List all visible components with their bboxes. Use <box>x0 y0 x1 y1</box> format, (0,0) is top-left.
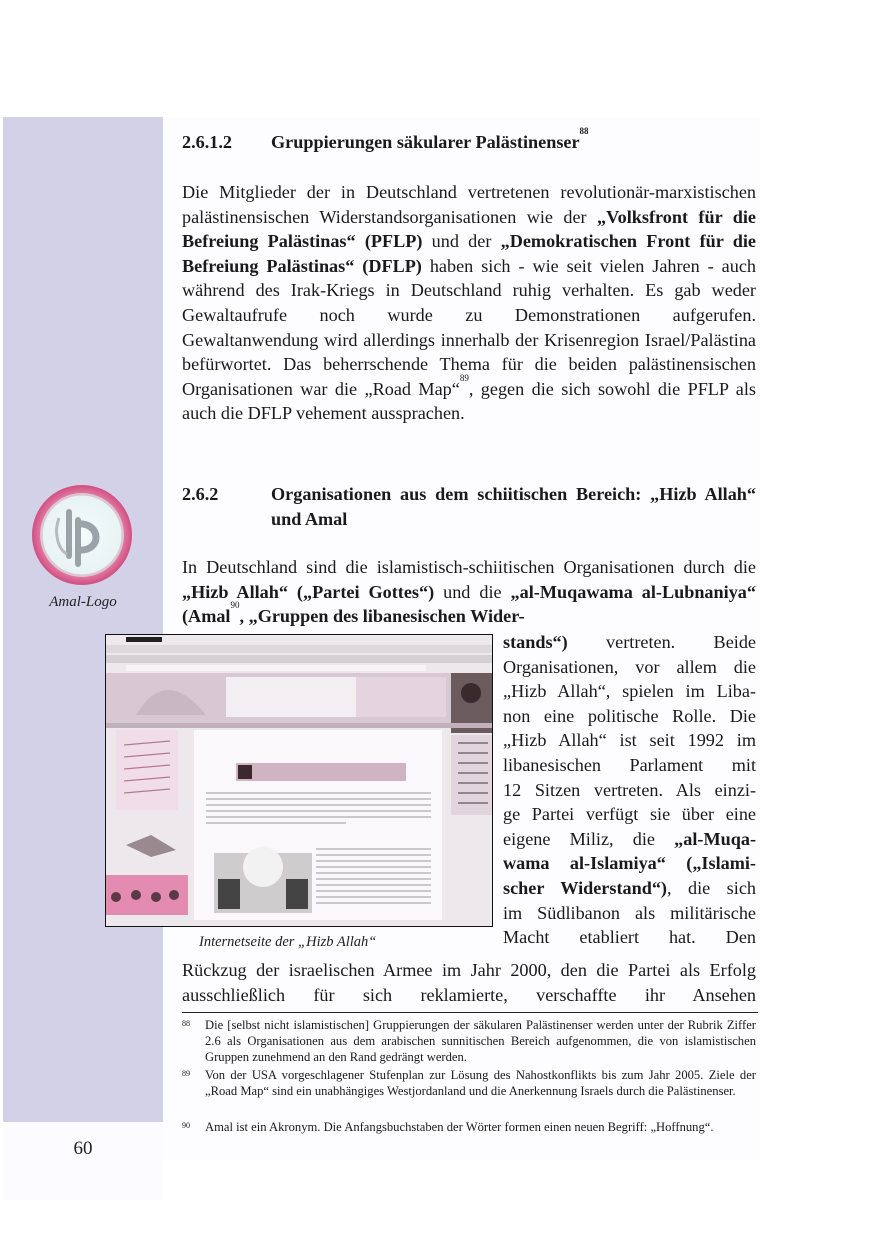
bold-text: scher Widerstand“) <box>503 877 667 898</box>
text-line: Organisationen, vor allem die <box>503 656 756 677</box>
bold-text: „Volksfront für die Befreiung Palästinas“ (PFLP) <box>182 206 757 252</box>
sidebar-margin <box>3 117 163 1122</box>
text: , die sich <box>667 877 756 898</box>
footnote-number: 88 <box>182 1019 190 1028</box>
text-line: Macht etabliert hat. Den <box>503 927 756 948</box>
text: und die <box>434 581 511 602</box>
text-line <box>503 630 756 655</box>
amal-logo-icon <box>31 484 133 586</box>
text-line: 12 Sitzen vertreten. Als einzi- <box>503 779 756 800</box>
footnote-text: Von der USA vorgeschlagener Stufenplan zur Lösung des Nahostkonflikts bis zum Jahr 2005. Ziele der „Road Map“ sind ein unabhängiges Westjordanland und die Anerkennung Israels durch die Palästinenser. <box>205 1068 756 1099</box>
footnote-90 <box>182 1119 756 1135</box>
footnote-text: Amal ist ein Akronym. Die Anfangsbuchstaben der Wörter formen einen neuen Begriff: „Hoffnung“. <box>205 1120 714 1134</box>
footnote-number: 90 <box>182 1121 190 1130</box>
text-line: libanesischen Parlament mit <box>503 754 756 775</box>
bold-text: „al-Muqa- <box>674 828 756 849</box>
bold-text: , „Gruppen des libanesischen Wider- <box>239 606 525 627</box>
footnote-number: 89 <box>182 1069 190 1078</box>
bold-text: „Demokratischen Front für die Befreiung Palästinas“ (DFLP) <box>182 231 756 276</box>
text: vertreten. Beide <box>567 632 756 652</box>
text: und der <box>422 231 501 252</box>
text: In Deutschland sind die islamistisch-schiitischen Organisationen durch die <box>182 557 756 577</box>
text-line: non eine politische Rolle. Die <box>503 705 756 726</box>
footnote-text: Die [selbst nicht islamistischen] Gruppierungen der säkularen Palästinenser werden unter der Rubrik Ziffer 2.6 als Organisationen aus dem arabischen sunnitischen Bereich aufgenommen, die von islamistischen Gruppen zunehmend an den Rand gedrängt werden. <box>205 1018 756 1065</box>
website-screenshot-image <box>105 634 493 927</box>
text: haben sich - wie seit vielen Jahren - auch während des Irak-Kriegs in Deutschland ruhig verhalten. Es gab weder Gewaltaufrufe noch wurde zu Demonstrationen aufgerufen. Gewaltanwendung wird allerdings innerhalb der Krisenregion Israel/Palästina befürwortet. Das beherrschende Thema für die beiden palästinensischen Organisationen war die „Road Map“ <box>182 255 756 399</box>
page-number: 60 <box>73 1138 93 1159</box>
paragraph-continuation: Rückzug der israelischen Armee im Jahr 2000, den die Partei als Erfolg ausschließlich für sich reklamierte, verschaffte ihr Ansehen <box>182 960 756 1005</box>
text: , gegen die sich sowohl die PFLP als auch die DFLP vehement aussprachen. <box>182 378 756 424</box>
paragraph-pflp-dflp <box>182 180 756 426</box>
wrapped-paragraph <box>503 630 756 950</box>
section-number: 2.6.2 <box>182 484 219 504</box>
text-line: ge Partei verfügt sie über eine <box>503 804 756 825</box>
text-line: „Hizb Allah“, spielen im Liba- <box>503 681 756 702</box>
text-line <box>503 827 756 852</box>
page-number-box <box>3 1122 163 1200</box>
text-line <box>503 876 756 901</box>
section-title: Organisationen aus dem schiitischen Bereich: „Hizb Allah“ und Amal <box>271 484 756 529</box>
section-number: 2.6.1.2 <box>182 132 233 152</box>
footnote-ref: 88 <box>579 126 589 136</box>
section-title: Gruppierungen säkularer Palästinenser <box>271 132 580 152</box>
bold-text: „al-Muqawama al-Lubnaniya“ (Amal <box>182 581 756 627</box>
footnote-ref: 89 <box>459 372 469 383</box>
footnote-88 <box>182 1017 756 1066</box>
section-heading-2-6-1-2 <box>182 126 756 155</box>
text: eigene Miliz, die <box>503 828 675 849</box>
text-line: im Südlibanon als militärische <box>503 902 756 923</box>
section-heading-2-6-2 <box>182 482 756 531</box>
bold-text: „Hizb Allah“ („Partei Gottes“) <box>182 581 435 602</box>
paragraph-hizb-allah-intro <box>182 555 756 629</box>
text-line: „Hizb Allah“ ist seit 1992 im <box>503 730 756 751</box>
bold-text: stands“) <box>503 632 568 652</box>
text-line <box>503 851 756 876</box>
screenshot-caption: Internetseite der „Hizb Allah“ <box>199 934 377 950</box>
text: Die Mitglieder der in Deutschland vertretenen revolutionär-marxistischen palästinensischen Widerstandsorganisationen wie der <box>182 182 756 227</box>
footnote-ref: 90 <box>230 600 240 611</box>
footnote-divider <box>182 1012 758 1013</box>
bold-text: wama al-Islamiya“ („Islami- <box>503 853 756 874</box>
footnote-89 <box>182 1067 756 1099</box>
logo-caption: Amal-Logo <box>49 594 117 610</box>
